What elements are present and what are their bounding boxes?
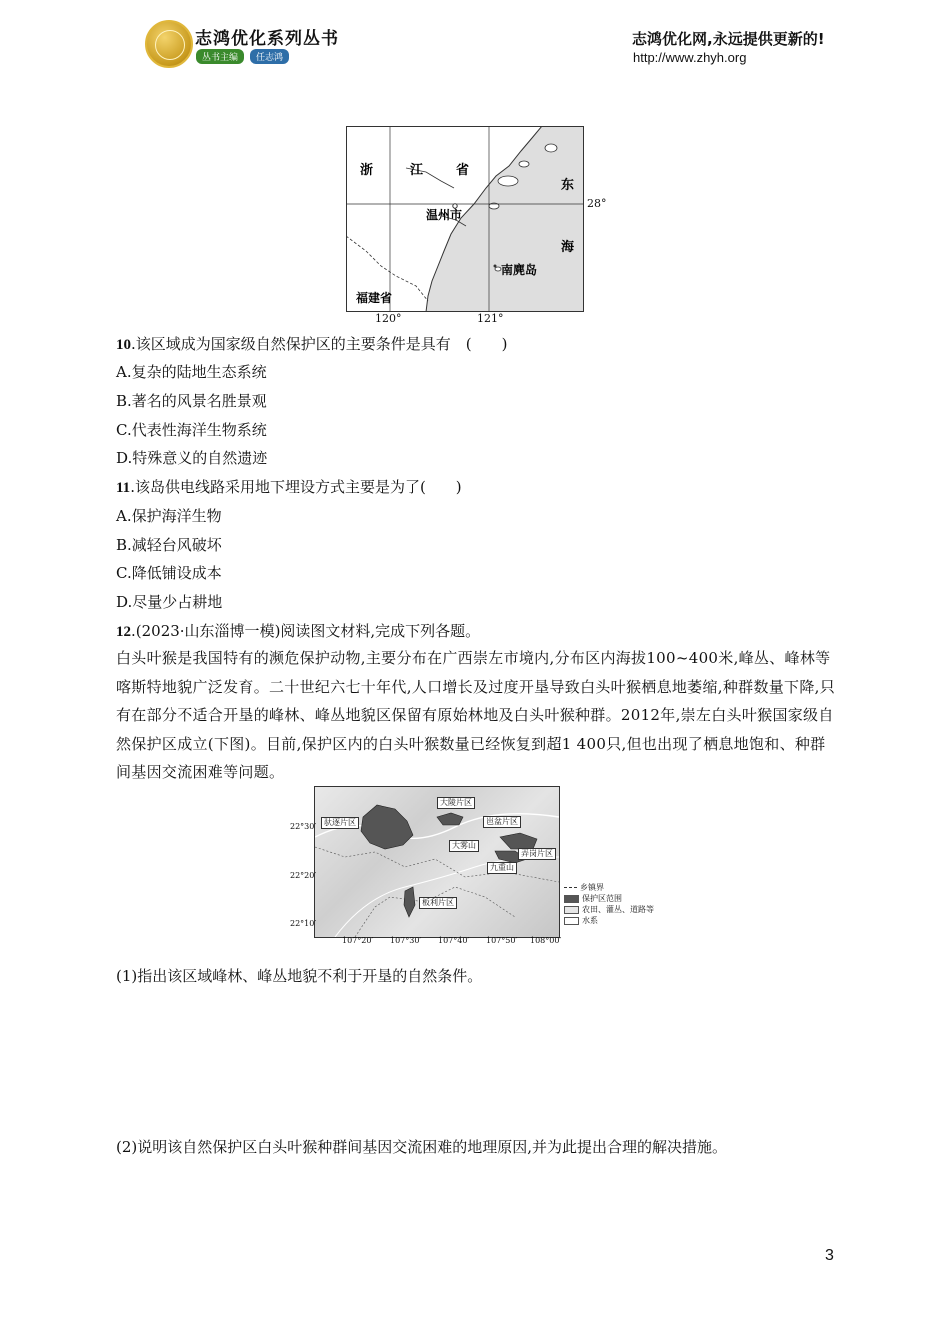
label-sheng: 省: [456, 163, 470, 178]
area-tuozhu: 驮逐片区: [321, 817, 359, 829]
q10-option-d[interactable]: D.特殊意义的自然遗迹: [116, 449, 268, 467]
nanji-island-map: [346, 126, 584, 312]
reserve-map-frame: [314, 786, 560, 938]
label-zhe: 浙: [360, 163, 374, 178]
q11-option-c[interactable]: C.降低铺设成本: [116, 564, 222, 582]
brand-title: 志鸿优化系列丛书: [195, 29, 339, 49]
area-bapen: 岜盆片区: [483, 816, 521, 828]
question-10-stem: 10.该区域成为国家级自然保护区的主要条件是具有 ( ): [116, 335, 508, 353]
page-header: [0, 0, 950, 80]
q10-option-c[interactable]: C.代表性海洋生物系统: [116, 421, 267, 439]
lon-label-10800: 108°00′: [530, 936, 562, 945]
legend-farmland: 农田、灌丛、道路等: [564, 904, 654, 915]
label-nanji-island: 南麂岛: [501, 263, 538, 277]
brand-sub-right: 任志鸿: [250, 49, 289, 64]
lat-label-2220: 22°20′: [290, 871, 317, 880]
area-banli: 板利片区: [419, 897, 457, 909]
page-number: 3: [825, 1247, 834, 1264]
q12-material: 白头叶猴是我国特有的濒危保护动物,主要分布在广西崇左市境内,分布区内海拔100~400米,峰丛、峰林等喀斯特地貌广泛发育。二十世纪六七十年代,人口增长及过度开垦导致白头叶猴栖息地萎缩,种群数量下降,只有在部分不适合开垦的峰林、峰丛地貌区保留有原始林地及白头叶猴种群。2012年,崇左白头叶猴国家级自然保护区成立(下图)。目前,保护区内的白头叶猴数量已经恢复到超1 400只,但也出现了栖息地饱和、种群间基因交流困难等问题。: [116, 649, 836, 781]
label-hai: 海: [561, 240, 575, 255]
q11-option-a[interactable]: A.保护海洋生物: [116, 507, 222, 525]
area-jiuchongshan: 九重山: [487, 862, 517, 874]
lat-28-label: 28°: [587, 197, 607, 210]
q11-option-d[interactable]: D.尽量少占耕地: [116, 593, 223, 611]
label-wenzhou: 温州市: [426, 208, 463, 222]
legend-town-border: 乡镇界: [564, 882, 654, 893]
area-nonggang: 弄岗片区: [518, 848, 556, 860]
q12-subquestion-2: (2)说明该自然保护区白头叶猴种群间基因交流困难的地理原因,并为此提出合理的解决措施。: [116, 1138, 728, 1156]
q11-option-b[interactable]: B.减轻台风破坏: [116, 536, 222, 554]
label-dong: 东: [561, 178, 575, 193]
area-daling: 大陵片区: [437, 797, 475, 809]
brand-sub-left: 丛书主编: [196, 49, 244, 64]
lon-120-label: 120°: [375, 312, 402, 325]
q12-subquestion-1: (1)指出该区域峰林、峰丛地貌不利于开垦的自然条件。: [116, 967, 483, 985]
label-fujian: 福建省: [356, 291, 393, 305]
lon-label-10740: 107°40′: [438, 936, 470, 945]
q10-option-b[interactable]: B.著名的风景名胜景观: [116, 392, 267, 410]
legend-water: 水系: [564, 915, 654, 926]
header-url[interactable]: http://www.zhyh.org: [633, 50, 747, 65]
legend-reserve-area: 保护区范围: [564, 893, 654, 904]
q10-option-a[interactable]: A.复杂的陆地生态系统: [116, 363, 267, 381]
lat-label-2230: 22°30′: [290, 822, 317, 831]
reserve-map-legend: [564, 882, 654, 926]
label-jiang: 江: [410, 163, 424, 178]
publisher-logo-icon: [145, 20, 193, 68]
area-dawushan: 大雾山: [449, 840, 479, 852]
reserve-map: [290, 786, 670, 946]
lon-121-label: 121°: [477, 312, 504, 325]
lon-label-10750: 107°50′: [486, 936, 518, 945]
question-12-stem: 12.(2023·山东淄博一模)阅读图文材料,完成下列各题。: [116, 622, 481, 640]
question-11-stem: 11.该岛供电线路采用地下埋设方式主要是为了( ): [116, 478, 462, 496]
lat-label-2210: 22°10′: [290, 919, 317, 928]
lon-label-10730: 107°30′: [390, 936, 422, 945]
header-slogan: 志鸿优化网,永远提供更新的!: [632, 30, 825, 48]
lon-label-10720: 107°20′: [342, 936, 374, 945]
